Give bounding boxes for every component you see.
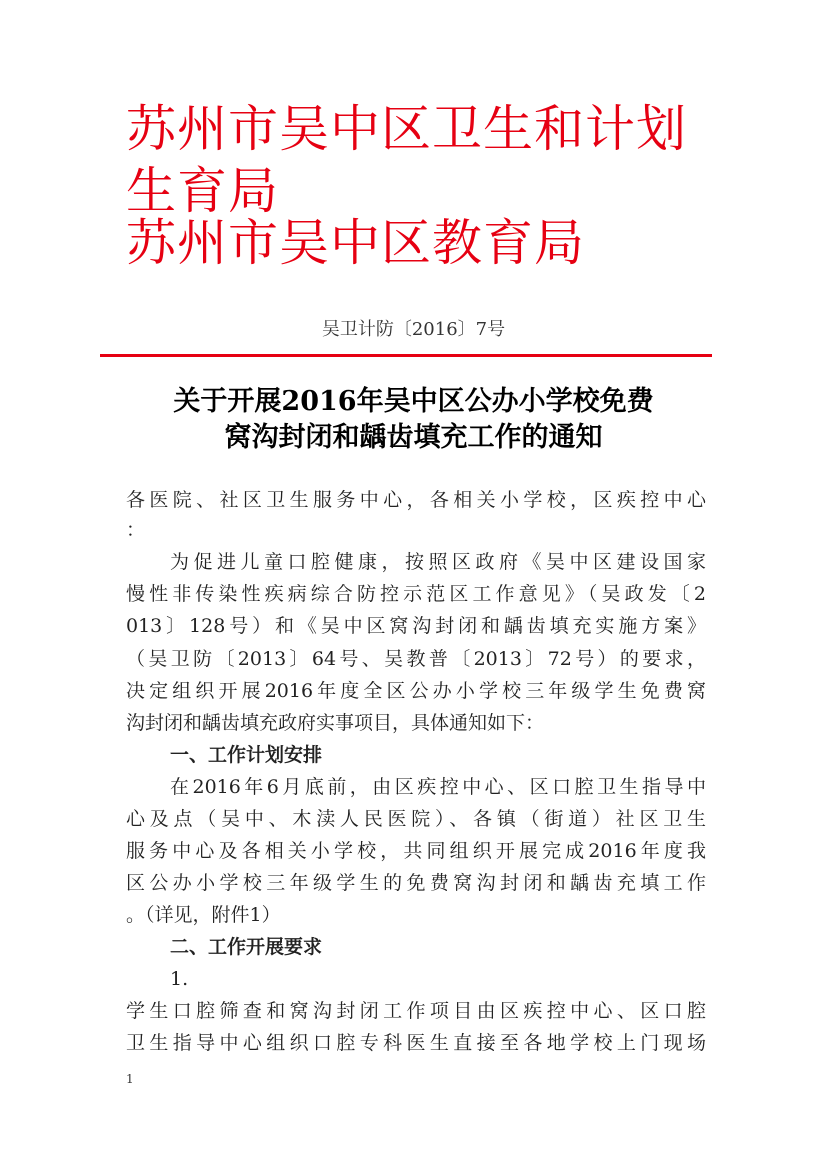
issuer-line-3: 苏州市吴中区教育局 [126, 214, 585, 272]
body-line: 区公办小学校三年级学生的免费窝沟封闭和龋齿充填工作 [126, 872, 706, 894]
notice-title-line-1: 关于开展2016年吴中区公办小学校免费 [173, 386, 654, 417]
body-line: 为促进儿童口腔健康，按照区政府《吴中区建设国家 [170, 551, 706, 573]
red-divider [100, 354, 712, 357]
body-line: 学生口腔筛查和窝沟封闭工作项目由区疾控中心、区口腔 [126, 1000, 706, 1022]
body-line: 1. [170, 968, 189, 990]
notice-title-line-2: 窝沟封闭和龋齿填充工作的通知 [224, 422, 603, 453]
section-heading: 二、工作开展要求 [170, 936, 323, 958]
body-line: 慢性非传染性疾病综合防控示范区工作意见》（吴政发〔2 [126, 583, 706, 605]
body-line: 沟封闭和龋齿填充政府实事项目，具体通知如下： [126, 712, 545, 734]
body-line: 心及点（吴中、木渎人民医院）、各镇（街道）社区卫生 [126, 808, 706, 830]
body-line: 在2016年6月底前，由区疾控中心、区口腔卫生指导中 [170, 776, 706, 798]
body-line: ： [126, 519, 146, 541]
body-line: 决定组织开展2016年度全区公办小学校三年级学生免费窝 [126, 680, 706, 702]
body-line: 服务中心及各相关小学校，共同组织开展完成2016年度我 [126, 840, 706, 862]
issuer-line-2: 生育局 [126, 162, 279, 220]
body-line: 013〕128号）和《吴中区窝沟封闭和龋齿填充实施方案》 [126, 615, 706, 637]
section-heading: 一、工作计划安排 [170, 744, 323, 766]
page-number: 1 [126, 1072, 134, 1086]
document-number: 吴卫计防〔2016〕7号 [321, 319, 506, 340]
issuer-line-1: 苏州市吴中区卫生和计划 [126, 100, 687, 158]
body-line: 。（详见，附件1） [126, 904, 281, 926]
body-line: 各医院、社区卫生服务中心，各相关小学校，区疾控中心 [126, 489, 706, 511]
body-line: 卫生指导中心组织口腔专科医生直接至各地学校上门现场 [126, 1032, 706, 1054]
body-line: （吴卫防〔2013〕64号、吴教普〔2013〕72号）的要求， [126, 648, 706, 670]
